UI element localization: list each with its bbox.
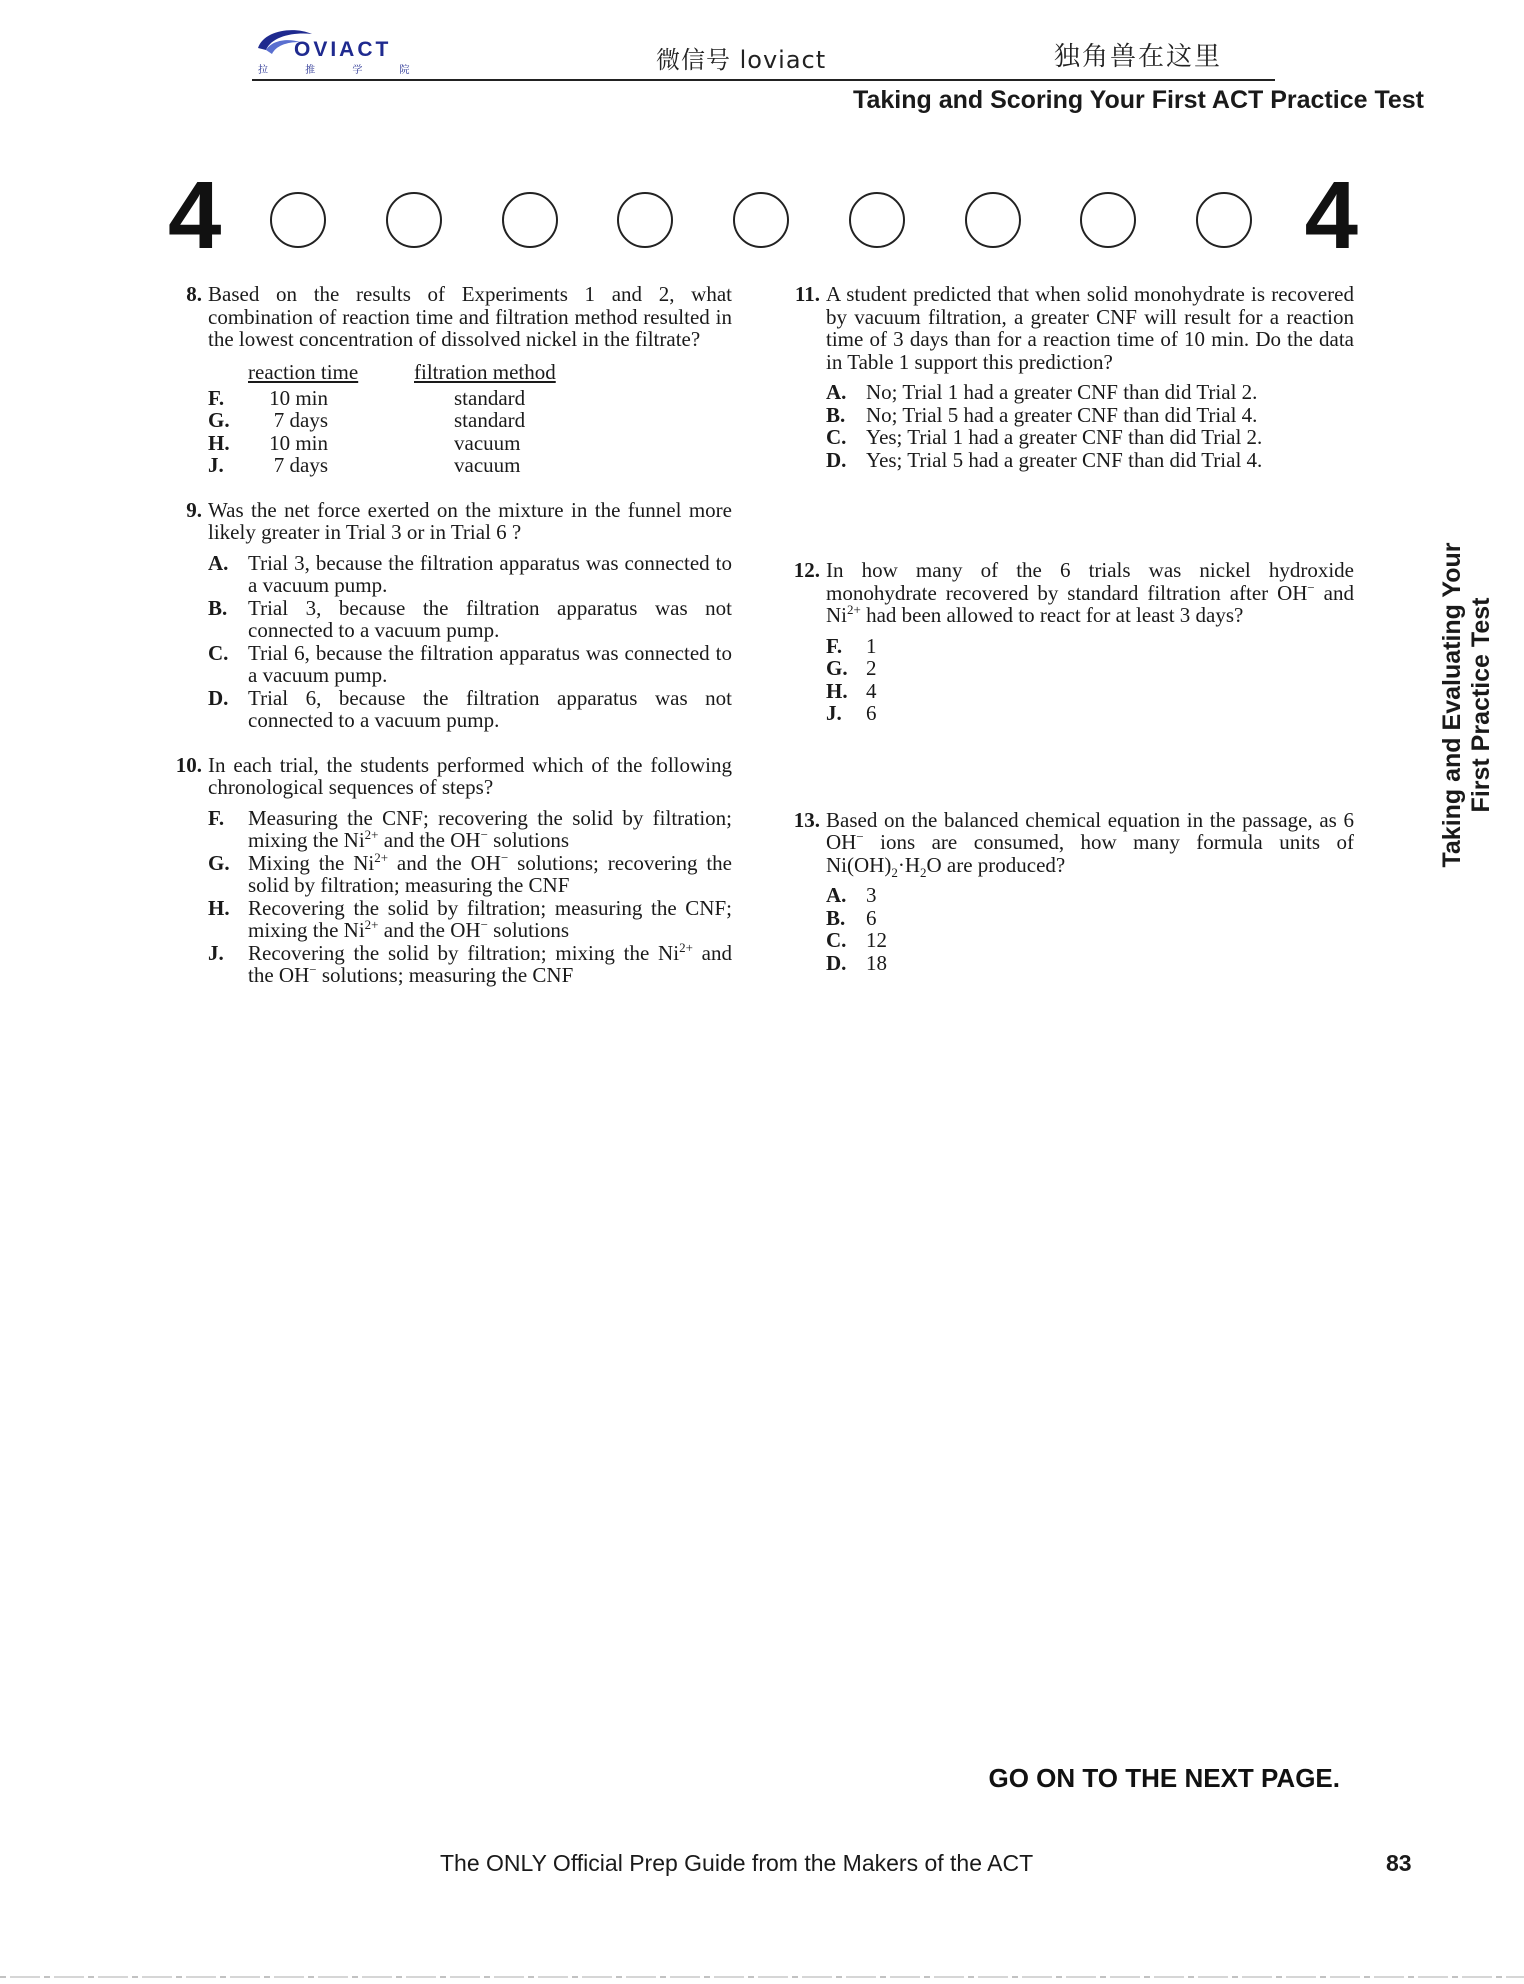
answer-option[interactable]: [208, 642, 732, 687]
answer-option[interactable]: [208, 939, 732, 987]
option-letter: G.: [208, 850, 230, 875]
option-letter: G.: [826, 656, 848, 680]
option-letter: F.: [208, 805, 225, 830]
reaction-time-value: 10 min: [269, 430, 328, 455]
reaction-time-header: reaction time: [248, 359, 359, 384]
question-10: [164, 754, 732, 987]
option-text: Measuring the CNF; recovering the solid by filtration; mixing the $Ni^{2+}$ and the OH− solutions: [248, 805, 732, 852]
option-letter: D.: [208, 685, 229, 710]
question-number: 11.: [794, 282, 820, 306]
side-tab-label: [1438, 530, 1504, 880]
banner-circle: [965, 192, 1021, 248]
question-stem: Was the net force exerted on the mixture in the funnel more likely greater in Trial 3 or in Trial 6 ?: [208, 497, 732, 544]
question-stem: Based on the balanced chemical equation in the passage, as 6 OH− ions are consumed, how many formula units of $Ni(OH)_2\cdot H_2O$ are produced?: [826, 807, 1354, 880]
answer-option[interactable]: [826, 381, 1354, 404]
option-letter: J.: [208, 453, 224, 477]
filtration-method-value: standard: [454, 408, 526, 432]
option-letter: B.: [826, 402, 846, 427]
filtration-method-value: vacuum: [454, 453, 521, 477]
option-text: Recovering the solid by filtration; measuring the CNF; mixing the $Ni^{2+}$ and the OH− solutions: [248, 895, 732, 942]
question-stem: A student predicted that when solid monohydrate is recovered by vacuum filtration, a greater CNF will result for a reaction time of 3 days than for a reaction time of 10 min. Do the data in Table 1 support this prediction?: [826, 282, 1354, 374]
banner-circle: [617, 192, 673, 248]
running-title: Taking and Scoring Your First ACT Practice Test: [853, 86, 1424, 114]
option-letter: A.: [826, 380, 847, 404]
option-text: Trial 3, because the filtration apparatus was connected to a vacuum pump.: [248, 550, 732, 597]
option-letter: J.: [208, 940, 224, 965]
answer-table-header: [208, 361, 732, 387]
left-question-column: [164, 283, 732, 987]
question-stem: Based on the results of Experiments 1 and 2, what combination of reaction time and filtration method resulted in the lowest concentration of dissolved nickel in the filtrate?: [208, 282, 732, 351]
answer-table: [208, 361, 732, 477]
answer-option[interactable]: [826, 449, 1354, 472]
option-letter: F.: [826, 633, 843, 658]
question-stem: In how many of the 6 trials was nickel hydroxide monohydrate recovered by standard filtration after OH− and $Ni^{2+}$ had been allowed to react for at least 3 days?: [826, 558, 1354, 627]
question-13: [782, 809, 1354, 975]
option-text: 18: [866, 950, 887, 975]
answer-options: [826, 884, 1354, 974]
option-letter: D.: [826, 447, 847, 472]
answer-option[interactable]: [826, 680, 1354, 703]
reaction-time-value: 7 days: [273, 408, 328, 432]
option-text: Trial 3, because the filtration apparatus was not connected to a vacuum pump.: [248, 595, 732, 642]
header-rule: [252, 79, 1275, 81]
banner-circle: [386, 192, 442, 248]
wechat-id: 微信号 loviact: [656, 46, 827, 74]
question-number: 9.: [186, 497, 202, 522]
question-number: 12.: [793, 558, 820, 582]
question-number: 10.: [175, 752, 202, 777]
answer-option[interactable]: [208, 807, 732, 852]
header-slogan: 独角兽在这里: [1054, 42, 1223, 72]
answer-option[interactable]: [826, 884, 1354, 907]
answer-option[interactable]: [826, 657, 1354, 680]
option-text: Trial 6, because the filtration apparatus was not connected to a vacuum pump.: [248, 685, 732, 732]
section-number-left: 4: [168, 162, 222, 269]
side-tab-line-2: First Practice Test: [1467, 597, 1495, 813]
footer-text: The ONLY Official Prep Guide from the Makers of the ACT: [440, 1850, 1034, 1876]
answer-option[interactable]: [826, 702, 1354, 725]
answer-option[interactable]: [826, 952, 1354, 975]
filtration-method-value: vacuum: [454, 430, 521, 455]
option-letter: H.: [208, 895, 230, 920]
answer-options: [826, 381, 1354, 471]
reaction-time-value: 7 days: [273, 453, 328, 477]
option-letter: B.: [826, 905, 846, 930]
option-letter: C.: [208, 640, 229, 665]
option-letter: A.: [826, 883, 847, 907]
answer-option[interactable]: [826, 907, 1354, 930]
answer-option[interactable]: [208, 409, 732, 432]
banner-circle: [1080, 192, 1136, 248]
option-text: 3: [866, 883, 877, 907]
answer-option[interactable]: [208, 849, 732, 897]
logo-subtitle: 拉 推 学 院: [258, 65, 427, 76]
answer-option[interactable]: [208, 454, 732, 477]
logo-wordmark: OVIACT: [294, 38, 392, 61]
answer-option[interactable]: [208, 687, 732, 732]
option-text: 1: [866, 633, 877, 658]
option-text: Mixing the $Ni^{2+}$ and the OH− solutions; recovering the solid by filtration; measuring the CNF: [248, 849, 732, 897]
answer-option[interactable]: [208, 897, 732, 942]
option-text: No; Trial 1 had a greater CNF than did Trial 2.: [866, 380, 1258, 404]
page-number: 83: [1386, 1850, 1412, 1876]
option-text: No; Trial 5 had a greater CNF than did Trial 4.: [866, 402, 1258, 427]
option-text: Trial 6, because the filtration apparatus was connected to a vacuum pump.: [248, 640, 732, 687]
option-text: 4: [866, 678, 877, 703]
option-text: 12: [866, 928, 887, 952]
question-9: [164, 499, 732, 732]
option-letter: C.: [826, 928, 847, 952]
answer-options: [208, 807, 732, 987]
answer-option[interactable]: [826, 929, 1354, 952]
option-text: 6: [866, 701, 877, 725]
answer-option[interactable]: [826, 426, 1354, 449]
question-11: [782, 283, 1354, 471]
option-text: 2: [866, 656, 877, 680]
option-text: Yes; Trial 5 had a greater CNF than did Trial 4.: [866, 447, 1263, 472]
side-tab-line-1: Taking and Evaluating Your: [1438, 542, 1466, 868]
option-letter: H.: [826, 678, 848, 703]
scan-edge-artifact: [0, 1976, 1524, 1978]
right-question-column: [782, 283, 1354, 974]
option-letter: D.: [826, 950, 847, 975]
answer-option[interactable]: [208, 387, 732, 410]
filtration-method-value: standard: [454, 385, 526, 410]
answer-option[interactable]: [208, 552, 732, 597]
banner-circle: [502, 192, 558, 248]
option-text: 6: [866, 905, 877, 930]
go-on-notice: GO ON TO THE NEXT PAGE.: [988, 1763, 1340, 1793]
oviact-logo: [254, 24, 427, 76]
question-8: [164, 283, 732, 477]
option-text: Recovering the solid by filtration; mixing the $Ni^{2+}$ and the OH− solutions; measuring the CNF: [248, 939, 732, 987]
reaction-time-value: 10 min: [269, 385, 328, 410]
answer-options: [208, 552, 732, 732]
answer-option[interactable]: [208, 597, 732, 642]
option-letter: G.: [208, 408, 230, 432]
option-letter: B.: [208, 595, 228, 620]
side-tab: [1438, 530, 1504, 880]
question-number: 13.: [793, 807, 820, 832]
option-letter: H.: [208, 430, 230, 455]
answer-options: [826, 635, 1354, 725]
option-letter: A.: [208, 550, 229, 575]
option-letter: F.: [208, 385, 225, 410]
filtration-method-header: filtration method: [414, 359, 556, 384]
banner-circle: [270, 192, 326, 248]
answer-option[interactable]: [826, 635, 1354, 658]
answer-option[interactable]: [826, 404, 1354, 427]
section-banner: [168, 162, 1358, 269]
section-number-right: 4: [1304, 162, 1358, 269]
option-letter: C.: [826, 425, 847, 449]
banner-circle: [1196, 192, 1252, 248]
banner-circle: [849, 192, 905, 248]
question-12: [782, 559, 1354, 725]
answer-option[interactable]: [208, 432, 732, 455]
banner-circle: [733, 192, 789, 248]
question-number: 8.: [186, 282, 202, 306]
option-text: Yes; Trial 1 had a greater CNF than did Trial 2.: [866, 425, 1263, 449]
question-stem: In each trial, the students performed which of the following chronological sequences of steps?: [208, 752, 732, 799]
option-letter: J.: [826, 701, 842, 725]
